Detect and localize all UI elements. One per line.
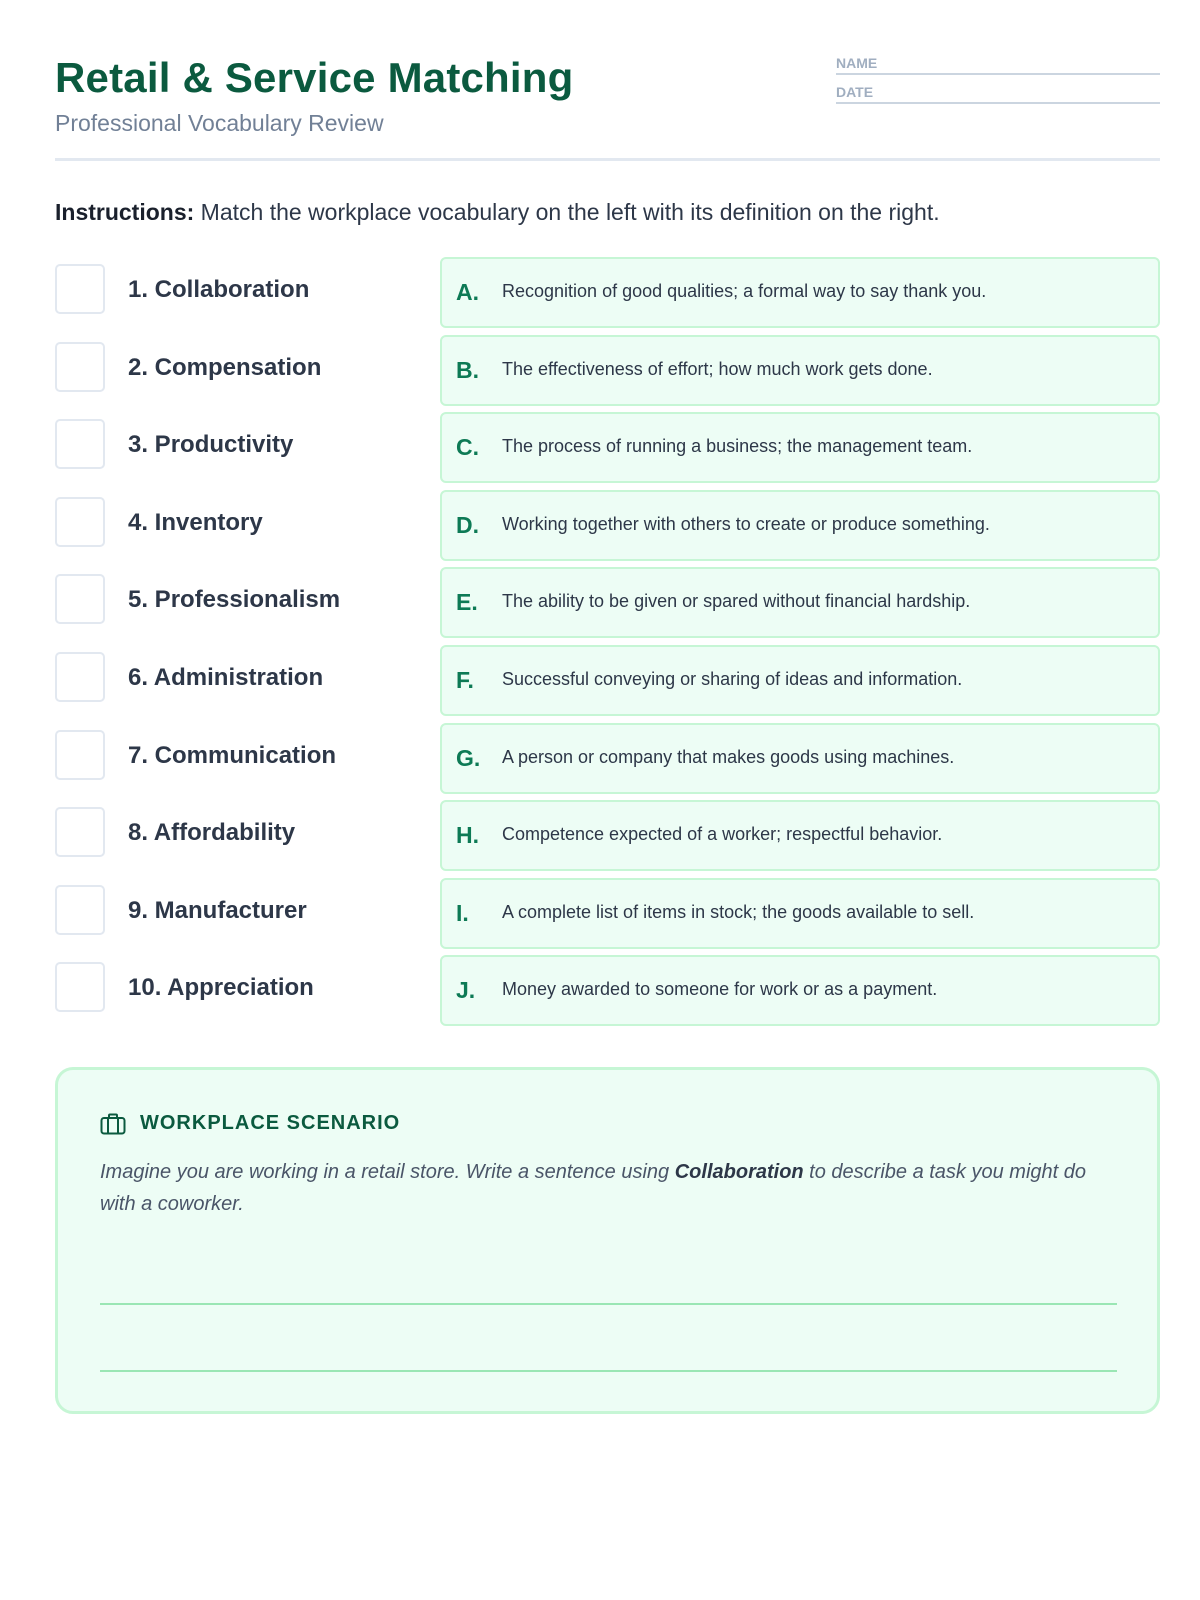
answer-box[interactable] <box>55 885 105 935</box>
definition-card <box>440 800 1160 871</box>
scenario-keyword: Collaboration <box>674 1161 804 1183</box>
definition-card <box>440 490 1160 561</box>
definition-card <box>440 335 1160 406</box>
definition-card <box>440 878 1160 949</box>
matching-row <box>55 490 1160 561</box>
definition-card <box>440 412 1160 483</box>
page-title: Retail & Service Matching <box>55 54 574 101</box>
definition-text: A person or company that makes goods using machines. <box>502 746 955 767</box>
term-label: 6. Administration <box>128 663 324 691</box>
worksheet-header <box>55 0 1160 161</box>
matching-row <box>55 567 1160 638</box>
scenario-prompt <box>100 1156 1100 1220</box>
scenario-text-after: to describe a task you might do with a coworker. <box>100 1161 1086 1215</box>
definition-text: A complete list of items in stock; the goods available to sell. <box>502 901 975 922</box>
answer-box[interactable] <box>55 807 105 857</box>
term-label: 8. Affordability <box>128 819 296 847</box>
matching-row <box>55 723 1160 794</box>
answer-box[interactable] <box>55 652 105 702</box>
name-label: NAME <box>836 55 878 71</box>
briefcase-icon <box>100 1113 126 1135</box>
name-field[interactable] <box>836 55 1160 75</box>
definition-card <box>440 257 1160 328</box>
term-label: 3. Productivity <box>128 431 294 459</box>
workplace-scenario-panel <box>55 1067 1160 1414</box>
definition-text: Working together with others to create or produce something. <box>502 513 990 534</box>
definition-letter: B. <box>456 356 479 383</box>
definition-letter: I. <box>456 899 469 926</box>
scenario-title: WORKPLACE SCENARIO <box>140 1112 401 1134</box>
definition-letter: F. <box>456 666 474 693</box>
term-label: 7. Communication <box>128 741 337 769</box>
matching-list <box>55 257 1160 1033</box>
definition-card <box>440 645 1160 716</box>
definition-text: Successful conveying or sharing of ideas and information. <box>502 668 963 689</box>
definition-text: The effectiveness of effort; how much work gets done. <box>502 358 933 379</box>
definition-letter: E. <box>456 589 478 616</box>
term-label: 1. Collaboration <box>128 276 310 303</box>
term-label: 4. Inventory <box>128 508 263 536</box>
date-label: DATE <box>836 84 874 100</box>
scenario-header <box>100 1112 400 1135</box>
definition-card <box>440 955 1160 1026</box>
definition-card <box>440 723 1160 794</box>
matching-row <box>55 645 1160 716</box>
instructions-text: Match the workplace vocabulary on the left with its definition on the right. <box>194 199 940 225</box>
matching-row <box>55 335 1160 406</box>
instructions <box>55 199 940 226</box>
definition-text: Money awarded to someone for work or as a payment. <box>502 979 938 1000</box>
answer-box[interactable] <box>55 730 105 780</box>
definition-text: Recognition of good qualities; a formal way to say thank you. <box>502 281 987 301</box>
definition-letter: D. <box>456 511 479 538</box>
answer-box[interactable] <box>55 264 105 314</box>
answer-box[interactable] <box>55 342 105 392</box>
definition-text: The process of running a business; the management team. <box>502 436 973 457</box>
answer-box[interactable] <box>55 419 105 469</box>
scenario-text-before: Imagine you are working in a retail store. Write a sentence using <box>100 1161 675 1183</box>
answer-line[interactable] <box>100 1370 1117 1372</box>
term-label: 9. Manufacturer <box>128 896 307 924</box>
answer-box[interactable] <box>55 574 105 624</box>
matching-row <box>55 800 1160 871</box>
definition-text: Competence expected of a worker; respectful behavior. <box>502 824 943 845</box>
answer-box[interactable] <box>55 962 105 1012</box>
answer-line[interactable] <box>100 1303 1117 1305</box>
definition-text: The ability to be given or spared without financial hardship. <box>502 591 971 612</box>
definition-letter: A. <box>456 279 479 305</box>
instructions-label: Instructions: <box>55 199 195 225</box>
answer-box[interactable] <box>55 497 105 547</box>
date-field[interactable] <box>836 84 1160 104</box>
term-label: 2. Compensation <box>128 353 322 381</box>
definition-letter: J. <box>456 977 476 1004</box>
term-label: 10. Appreciation <box>128 974 314 1002</box>
definition-letter: G. <box>456 744 481 771</box>
page-subtitle: Professional Vocabulary Review <box>55 110 384 136</box>
definition-card <box>440 567 1160 638</box>
definition-letter: H. <box>456 822 479 849</box>
definition-letter: C. <box>456 434 479 461</box>
matching-row <box>55 955 1160 1026</box>
worksheet-page <box>55 0 1160 1215</box>
term-label: 5. Professionalism <box>128 586 341 614</box>
matching-row <box>55 878 1160 949</box>
matching-row <box>55 412 1160 483</box>
matching-row <box>55 257 1160 328</box>
